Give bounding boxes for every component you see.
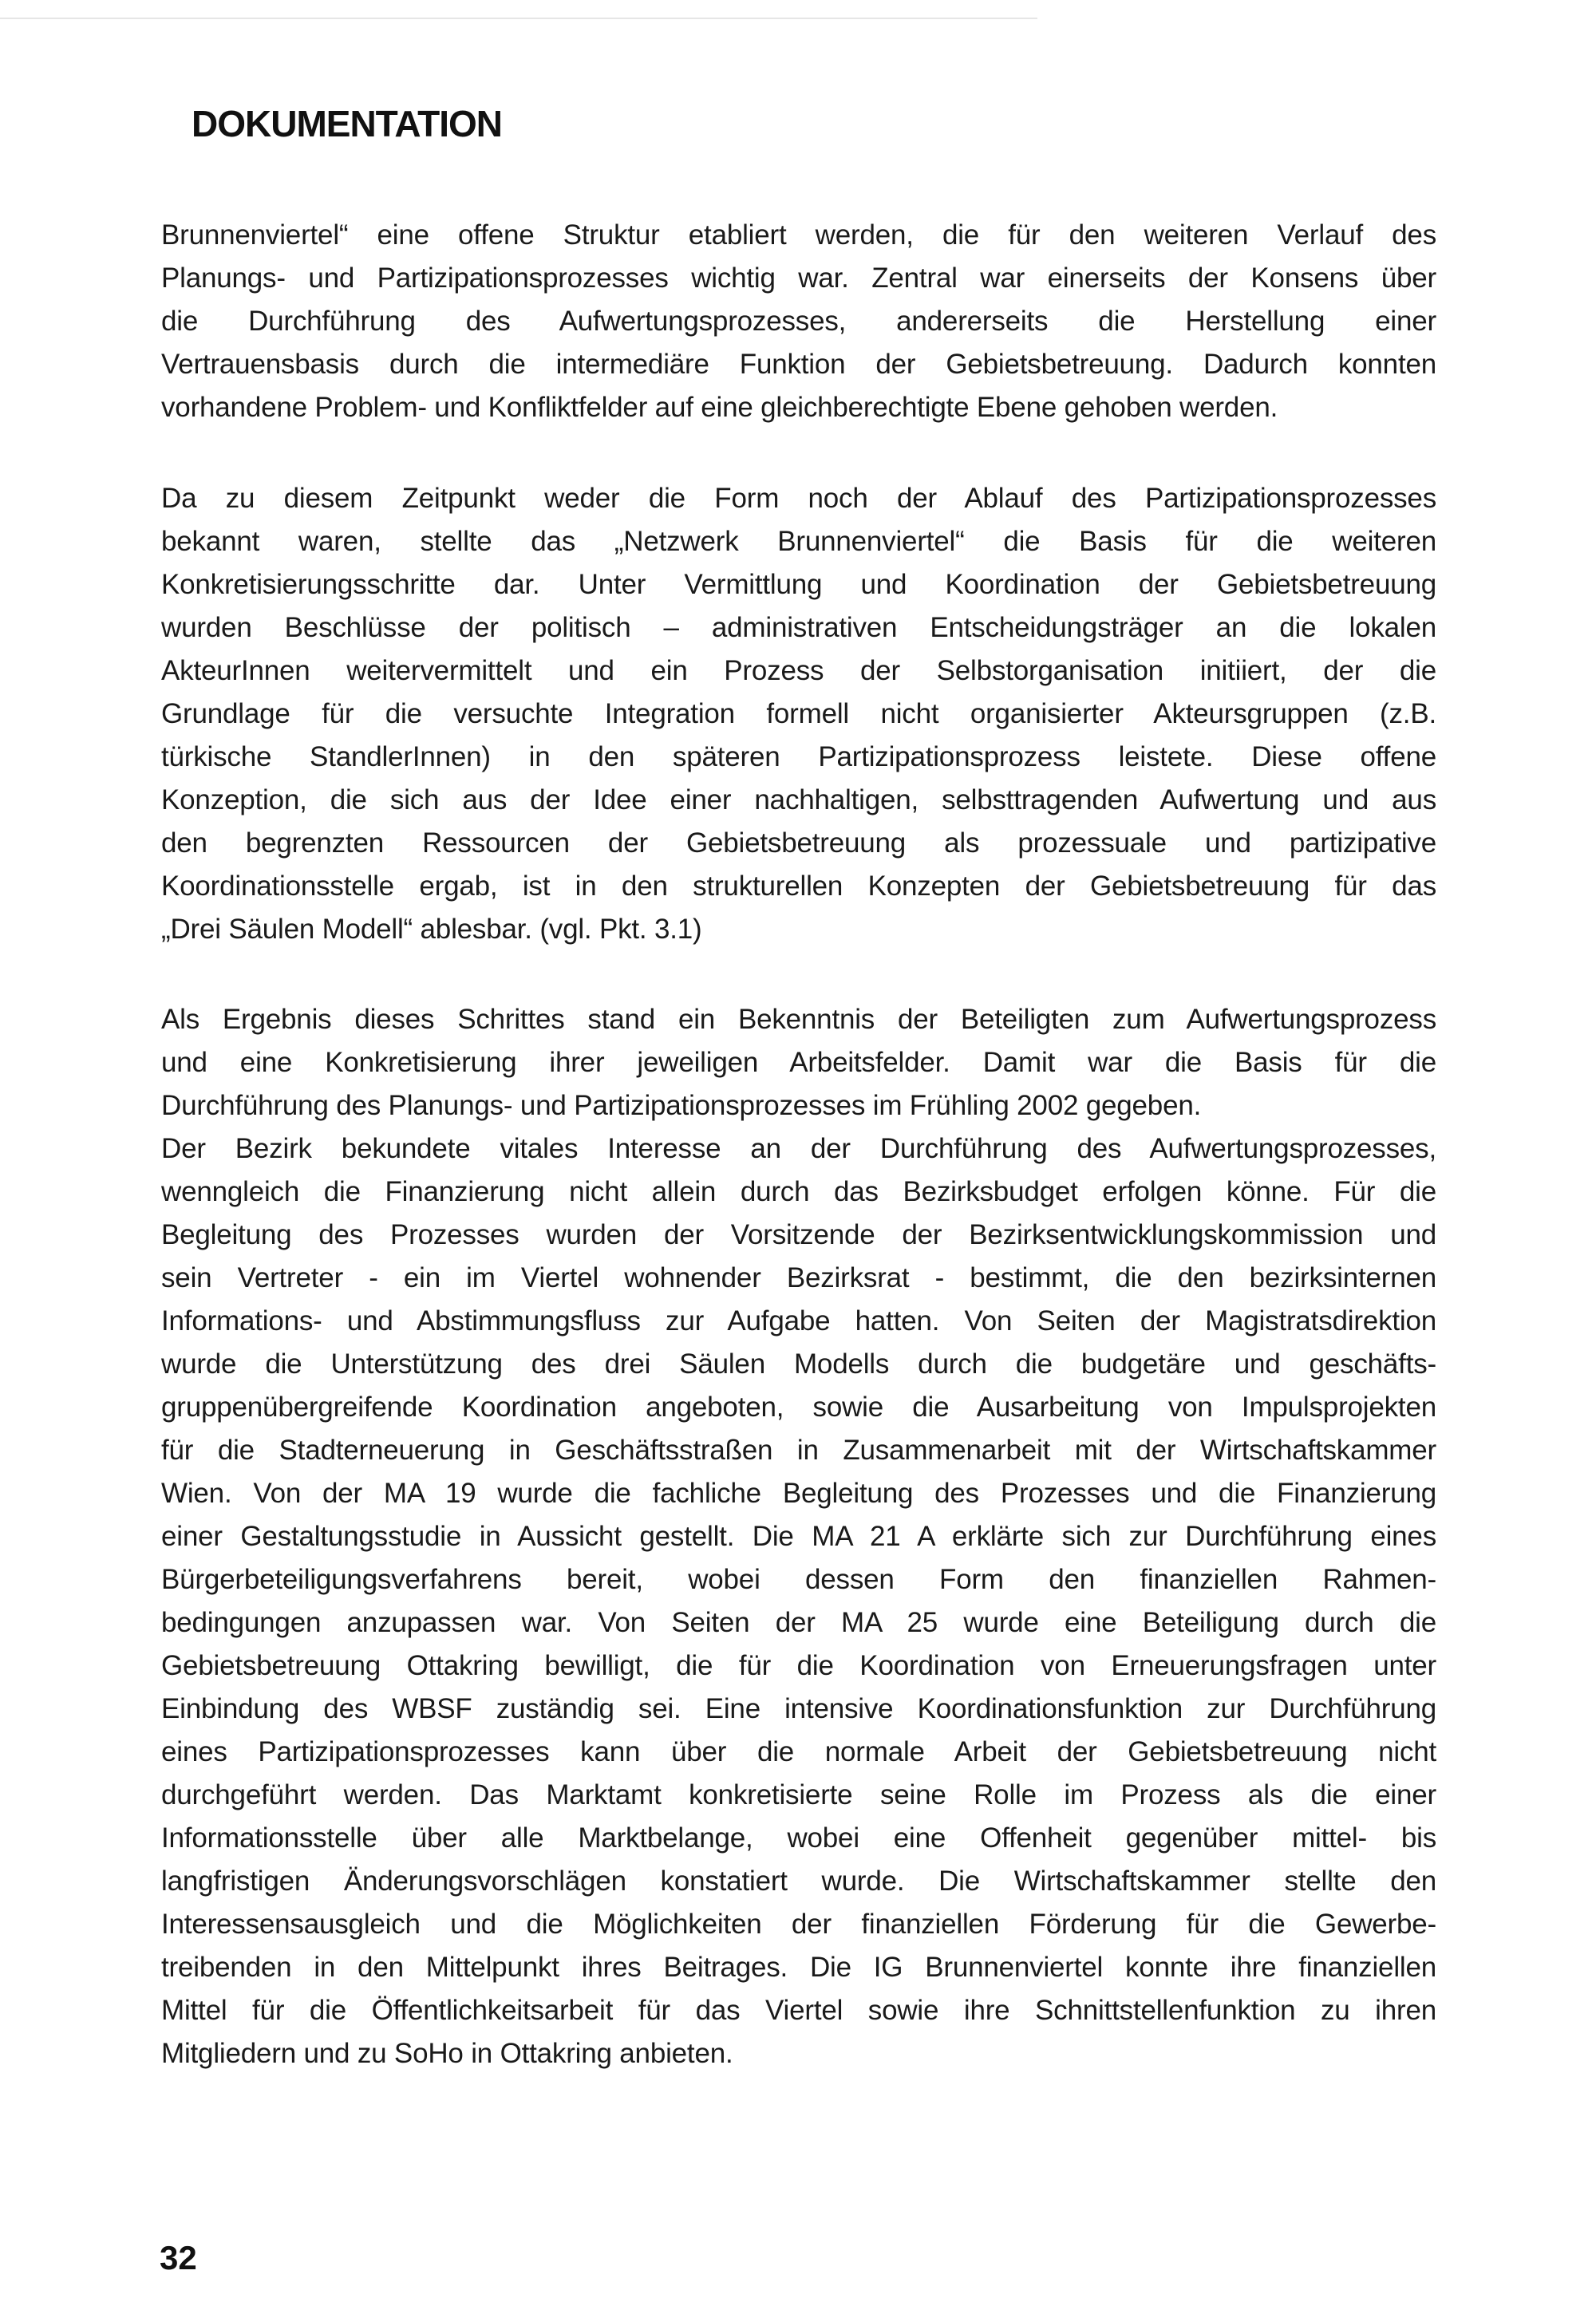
text-line: einer Gestaltungsstudie in Aussicht gestellt. Die MA 21 A erklärte sich zur Durchführung eines xyxy=(161,1521,1436,1552)
section-title: DOKUMENTATION xyxy=(192,103,503,144)
text-line: Wien. Von der MA 19 wurde die fachliche Begleitung des Prozesses und die Finanzierung xyxy=(161,1478,1436,1509)
text-line: wurde die Unterstützung des drei Säulen Modells durch die budgetäre und geschäfts- xyxy=(161,1348,1436,1380)
text-line: türkische StandlerInnen) in den späteren Partizipationsprozess leistete. Diese offene xyxy=(161,741,1436,772)
text-line: Konkretisierungsschritte dar. Unter Vermittlung und Koordination der Gebietsbetreuung xyxy=(161,569,1436,600)
text-line: den begrenzten Ressourcen der Gebietsbetreuung als prozessuale und partizipative xyxy=(161,827,1436,859)
text-line: bedingungen anzupassen war. Von Seiten der MA 25 wurde eine Beteiligung durch die xyxy=(161,1607,1436,1638)
paragraph-4 xyxy=(161,1127,1436,2075)
text-line: gruppenübergreifende Koordination angeboten, sowie die Ausarbeitung von Impulsprojekten xyxy=(161,1392,1436,1423)
text-line: Informations- und Abstimmungsfluss zur Aufgabe hatten. Von Seiten der Magistratsdirektion xyxy=(161,1305,1436,1337)
scan-top-edge xyxy=(0,18,1037,19)
text-line: und eine Konkretisierung ihrer jeweiligen Arbeitsfelder. Damit war die Basis für die xyxy=(161,1047,1436,1078)
text-line: Einbindung des WBSF zuständig sei. Eine intensive Koordinationsfunktion zur Durchführung xyxy=(161,1693,1436,1724)
text-line: Koordinationsstelle ergab, ist in den strukturellen Konzepten der Gebietsbetreuung für das xyxy=(161,871,1436,902)
text-line: Der Bezirk bekundete vitales Interesse an der Durchführung des Aufwertungsprozesses, xyxy=(161,1133,1436,1164)
text-line: Konzeption, die sich aus der Idee einer nachhaltigen, selbsttragenden Aufwertung und aus xyxy=(161,784,1436,815)
text-line: Interessensausgleich und die Möglichkeiten der finanziellen Förderung für die Gewerbe- xyxy=(161,1909,1436,1940)
paragraph-2 xyxy=(161,477,1436,951)
text-line: Mitgliedern und zu SoHo in Ottakring anbieten. xyxy=(161,2038,733,2069)
text-line: wurden Beschlüsse der politisch – administrativen Entscheidungsträger an die lokalen xyxy=(161,612,1436,643)
text-line: Vertrauensbasis durch die intermediäre Funktion der Gebietsbetreuung. Dadurch konnten xyxy=(161,349,1436,380)
text-line: AkteurInnen weitervermittelt und ein Prozess der Selbstorganisation initiiert, der die xyxy=(161,655,1436,686)
text-line: Da zu diesem Zeitpunkt weder die Form noch der Ablauf des Partizipationsprozesses xyxy=(161,483,1436,514)
text-line: Brunnenviertel“ eine offene Struktur etabliert werden, die für den weiteren Verlauf des xyxy=(161,219,1436,251)
text-line: langfristigen Änderungsvorschlägen konstatiert wurde. Die Wirtschaftskammer stellte den xyxy=(161,1866,1436,1897)
text-line: sein Vertreter - ein im Viertel wohnender Bezirksrat - bestimmt, die den bezirksinternen xyxy=(161,1262,1436,1293)
text-line: eines Partizipationsprozesses kann über die normale Arbeit der Gebietsbetreuung nicht xyxy=(161,1736,1436,1767)
page-number: 32 xyxy=(160,2239,197,2276)
text-line: Grundlage für die versuchte Integration formell nicht organisierter Akteursgruppen (z.B. xyxy=(161,698,1436,729)
text-line: Bürgerbeteiligungsverfahrens bereit, wobei dessen Form den finanziellen Rahmen- xyxy=(161,1564,1436,1595)
text-line: Als Ergebnis dieses Schrittes stand ein Bekenntnis der Beteiligten zum Aufwertungsprozess xyxy=(161,1004,1436,1035)
text-line: Gebietsbetreuung Ottakring bewilligt, die für die Koordination von Erneuerungsfragen unter xyxy=(161,1650,1436,1681)
paragraph-3 xyxy=(161,998,1436,1127)
text-line: Informationsstelle über alle Marktbelange, wobei eine Offenheit gegenüber mittel- bis xyxy=(161,1822,1436,1854)
text-line: bekannt waren, stellte das „Netzwerk Brunnenviertel“ die Basis für die weiteren xyxy=(161,526,1436,557)
text-line: Begleitung des Prozesses wurden der Vorsitzende der Bezirksentwicklungskommission und xyxy=(161,1219,1436,1250)
text-line: durchgeführt werden. Das Marktamt konkretisierte seine Rolle im Prozess als die einer xyxy=(161,1779,1436,1810)
text-line: vorhandene Problem- und Konfliktfelder auf eine gleichberechtigte Ebene gehoben werden. xyxy=(161,392,1278,423)
text-line: Planungs- und Partizipationsprozesses wichtig war. Zentral war einerseits der Konsens über xyxy=(161,263,1436,294)
text-line: Mittel für die Öffentlichkeitsarbeit für das Viertel sowie ihre Schnittstellenfunktion zu ihren xyxy=(161,1995,1436,2026)
text-line: für die Stadterneuerung in Geschäftsstraßen in Zusammenarbeit mit der Wirtschaftskammer xyxy=(161,1435,1436,1466)
text-line: die Durchführung des Aufwertungsprozesses, andererseits die Herstellung einer xyxy=(161,306,1436,337)
text-line: „Drei Säulen Modell“ ablesbar. (vgl. Pkt. 3.1) xyxy=(161,914,702,945)
text-line: Durchführung des Planungs- und Partizipationsprozesses im Frühling 2002 gegeben. xyxy=(161,1090,1202,1121)
text-line: treibenden in den Mittelpunkt ihres Beitrages. Die IG Brunnenviertel konnte ihre finanziellen xyxy=(161,1952,1436,1983)
paragraph-1 xyxy=(161,214,1436,429)
text-line: wenngleich die Finanzierung nicht allein durch das Bezirksbudget erfolgen könne. Für die xyxy=(161,1176,1436,1207)
